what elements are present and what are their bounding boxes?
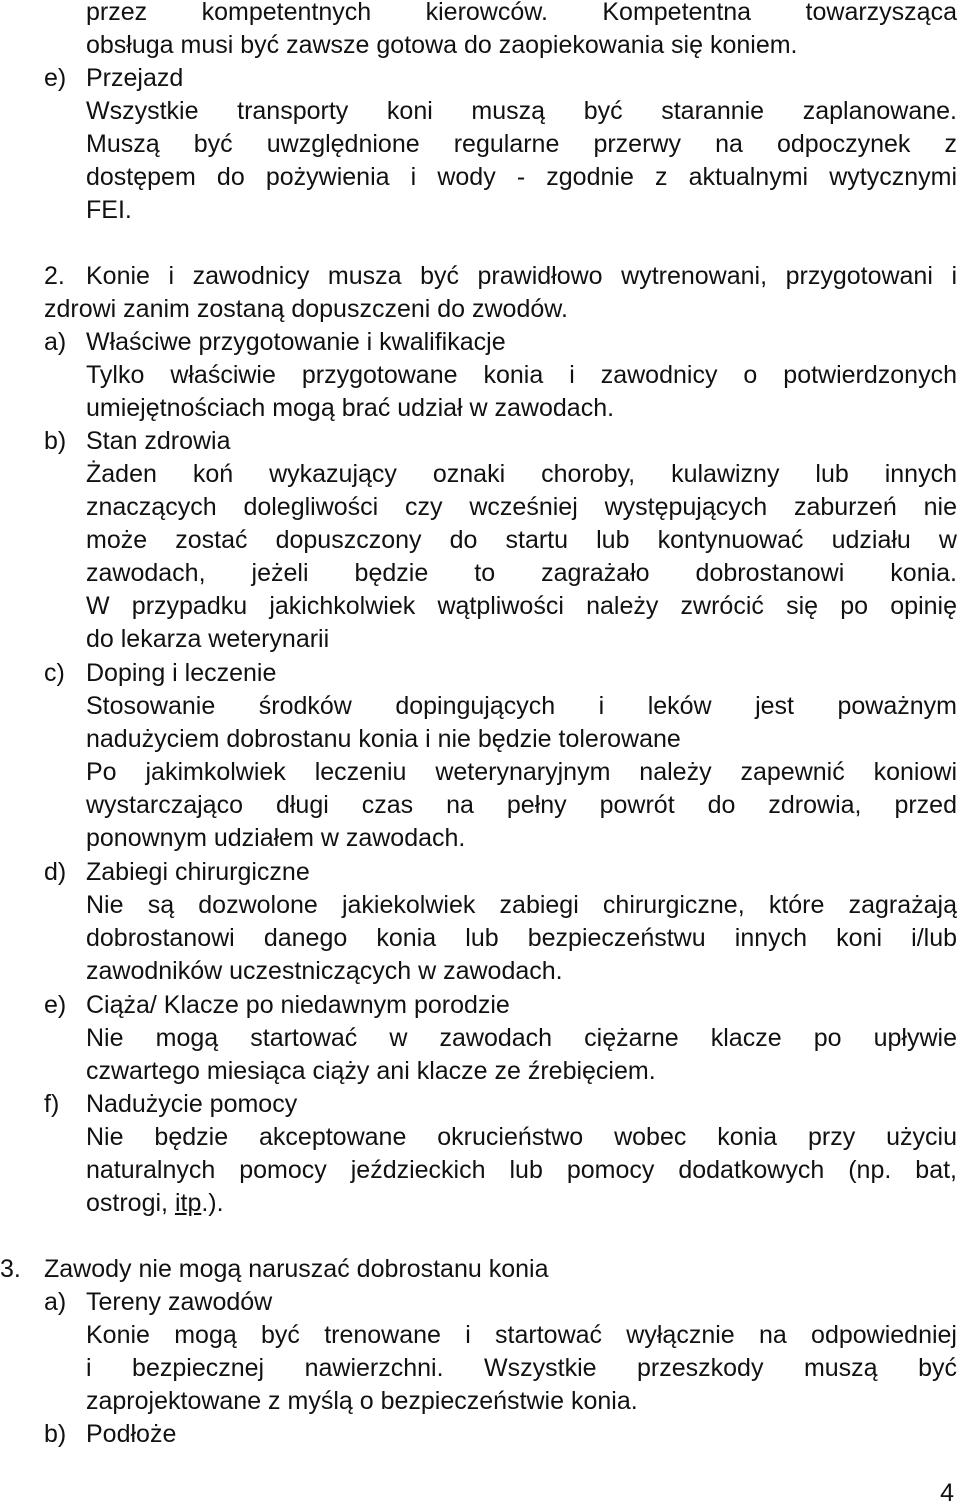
text-line: czwartego miesiąca ciąży ani klacze ze źrebięciem. (86, 1057, 656, 1085)
text-fragment: .). (201, 1189, 224, 1217)
underlined-abbreviation: itp (174, 1189, 202, 1217)
text-line: Stosowanie środków dopingujących i leków jest poważnym (86, 692, 957, 720)
text-line: nadużyciem dobrostanu konia i nie będzie tolerowane (86, 725, 681, 753)
text-line: Wszystkie transporty koni muszą być starannie zaplanowane. (86, 97, 957, 125)
section-number: 2. (44, 262, 65, 290)
subsection-heading: Zabiegi chirurgiczne (86, 858, 310, 886)
text-line (86, 1187, 957, 1220)
subsection-heading: Tereny zawodów (86, 1288, 273, 1316)
subsection-heading: Doping i leczenie (86, 659, 277, 687)
list-marker: b) (44, 427, 67, 455)
section-number: 3. (0, 1255, 21, 1283)
text-line: obsługa musi być zawsze gotowa do zaopiekowania się koniem. (86, 31, 798, 59)
subsection-heading: Ciąża/ Klacze po niedawnym porodzie (86, 991, 510, 1019)
text-line: dobrostanowi danego konia lub bezpieczeństwu innych koni i/lub (86, 924, 957, 952)
text-line: W przypadku jakichkolwiek wątpliwości należy zwrócić się po opinię (86, 592, 957, 620)
text-line: znaczących dolegliwości czy wcześniej występujących zaburzeń nie (86, 493, 957, 521)
text-line: do lekarza weterynarii (86, 625, 330, 653)
list-marker: e) (44, 64, 67, 92)
text-line: Żaden koń wykazujący oznaki choroby, kulawizny lub innych (86, 460, 957, 488)
text-line: zawodach, jeżeli będzie to zagrażało dobrostanowi konia. (86, 559, 957, 587)
subsection-heading: Przejazd (86, 64, 184, 92)
page-number: 4 (940, 1479, 954, 1507)
text-line: Nie będzie akceptowane okrucieństwo wobec konia przy użyciu (86, 1123, 957, 1151)
list-marker: f) (44, 1090, 60, 1118)
text-line: dostępem do pożywienia i wody - zgodnie z aktualnymi wytycznymi (86, 163, 957, 191)
text-line: może zostać dopuszczony do startu lub kontynuować udziału w (86, 526, 957, 554)
text-line: zaprojektowane z myślą o bezpieczeństwie konia. (86, 1387, 638, 1415)
text-line: Tylko właściwie przygotowane konia i zawodnicy o potwierdzonych (86, 361, 957, 389)
text-line: Nie mogą startować w zawodach ciężarne klacze po upływie (86, 1024, 957, 1052)
text-line: FEI. (86, 196, 132, 224)
list-marker: c) (44, 659, 65, 687)
section-heading: Zawody nie mogą naruszać dobrostanu konia (44, 1255, 549, 1283)
text-line: Nie są dozwolone jakiekolwiek zabiegi chirurgiczne, które zagrażają (86, 891, 957, 919)
section-heading-cont: zdrowi zanim zostaną dopuszczeni do zwodów. (44, 295, 568, 323)
text-line: Konie mogą być trenowane i startować wyłącznie na odpowiedniej (86, 1321, 957, 1349)
text-line: zawodników uczestniczących w zawodach. (86, 957, 563, 985)
list-marker: e) (44, 991, 67, 1019)
text-line: wystarczająco długi czas na pełny powrót do zdrowia, przed (86, 791, 957, 819)
subsection-heading: Nadużycie pomocy (86, 1090, 298, 1118)
list-marker: b) (44, 1420, 67, 1448)
text-line: naturalnych pomocy jeździeckich lub pomocy dodatkowych (np. bat, (86, 1156, 957, 1184)
text-line: i bezpiecznej nawierzchni. Wszystkie przeszkody muszą być (86, 1354, 957, 1382)
section-heading: Konie i zawodnicy musza być prawidłowo wytrenowani, przygotowani i (86, 262, 957, 290)
list-marker: d) (44, 858, 67, 886)
text-line: Po jakimkolwiek leczeniu weterynaryjnym należy zapewnić koniowi (86, 758, 957, 786)
subsection-heading: Właściwe przygotowanie i kwalifikacje (86, 328, 506, 356)
list-marker: a) (44, 1288, 67, 1316)
text-fragment: ostrogi, (86, 1189, 168, 1217)
text-line: Muszą być uwzględnione regularne przerwy na odpoczynek z (86, 130, 957, 158)
subsection-heading: Podłoże (86, 1420, 177, 1448)
text-line: ponownym udziałem w zawodach. (86, 824, 466, 852)
list-marker: a) (44, 328, 67, 356)
subsection-heading: Stan zdrowia (86, 427, 231, 455)
text-line: umiejętnościach mogą brać udział w zawodach. (86, 394, 615, 422)
text-line: przez kompetentnych kierowców. Kompetentna towarzysząca (86, 0, 957, 26)
